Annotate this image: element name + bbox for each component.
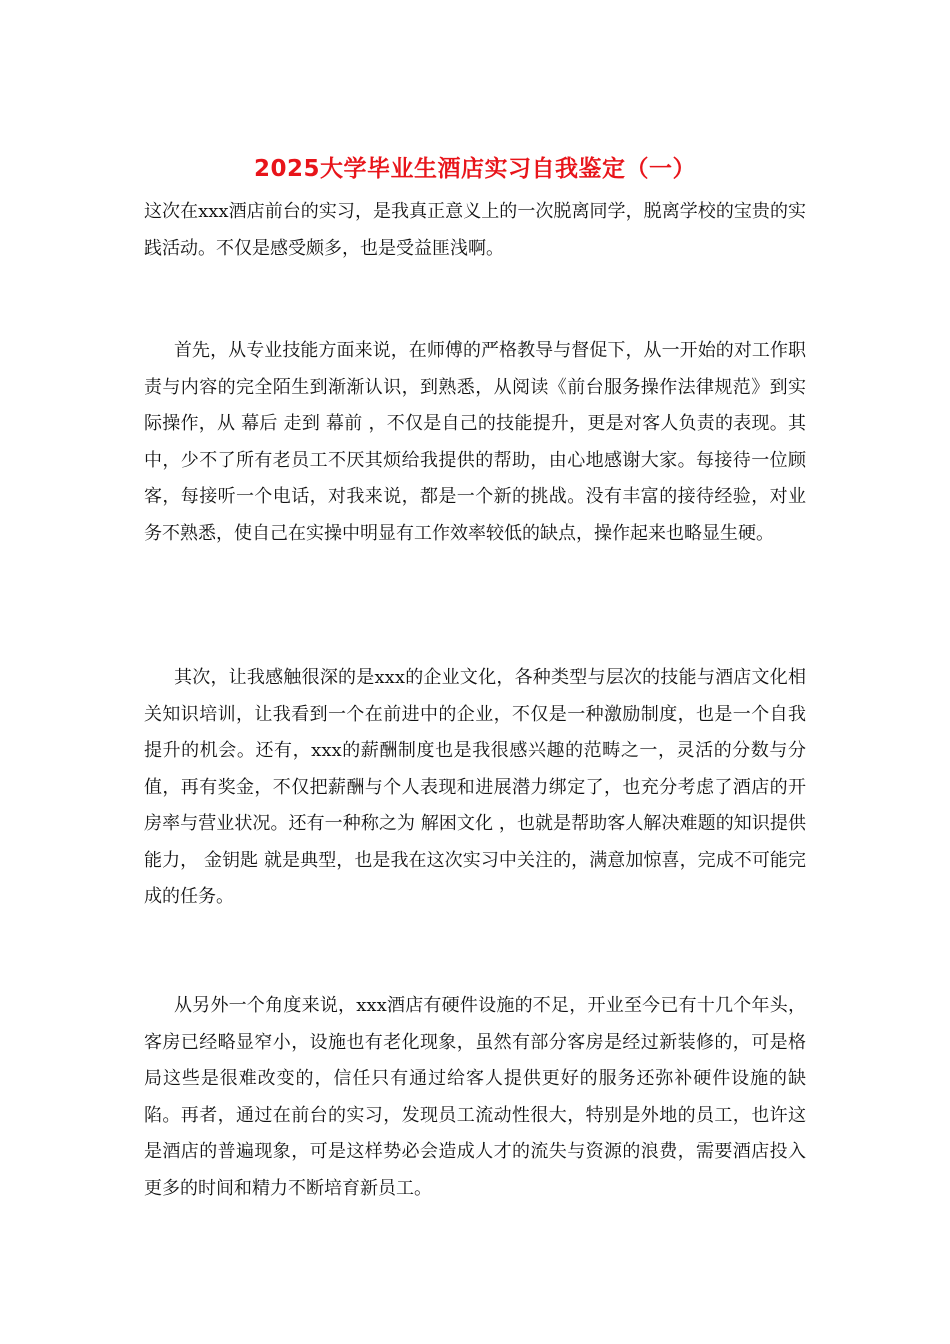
paragraph-facilities: 从另外一个角度来说，xxx酒店有硬件设施的不足，开业至今已有十几个年头，客房已经略显窄小，设施也有老化现象，虽然有部分客房是经过新装修的，可是格局这些是很难改变的，信任只有通过给客人提供更好的服务还弥补硬件设施的缺陷。再者，通过在前台的实习，发现员工流动性很大，特别是外地的员工，也许这是酒店的普遍现象，可是这样势必会造成人才的流失与资源的浪费，需要酒店投入更多的时间和精力不断培育新员工。	[144, 995, 806, 1199]
paragraph-skills: 首先，从专业技能方面来说，在师傅的严格教导与督促下，从一开始的对工作职责与内容的完全陌生到渐渐认识，到熟悉，从阅读《前台服务操作法律规范》到实际操作，从 幕后 走到 幕前 ，不仅是自己的技能提升，更是对客人负责的表现。其中，少不了所有老员工不厌其烦给我提供的帮助，由心地感谢大家。每接待一位顾客，每接听一个电话，对我来说，都是一个新的挑战。没有丰富的接待经验，对业务不熟悉，使自己在实操中明显有工作效率较低的缺点，操作起来也略显生硬。	[144, 340, 806, 544]
paragraph-intro: 这次在xxx酒店前台的实习，是我真正意义上的一次脱离同学，脱离学校的宝贵的实践活动。不仅是感受颇多，也是受益匪浅啊。	[144, 201, 806, 259]
document-title: 2025大学毕业生酒店实习自我鉴定（一）	[253, 156, 696, 182]
paragraph-culture: 其次，让我感触很深的是xxx的企业文化，各种类型与层次的技能与酒店文化相关知识培训，让我看到一个在前进中的企业，不仅是一种激励制度，也是一个自我提升的机会。还有，xxx的薪酬制度也是我很感兴趣的范畴之一，灵活的分数与分值，再有奖金，不仅把薪酬与个人表现和进展潜力绑定了，也充分考虑了酒店的开房率与营业状况。还有一种称之为 解困文化 ，也就是帮助客人解决难题的知识提供能力， 金钥匙 就是典型，也是我在这次实习中关注的，满意加惊喜，完成不可能完成的任务。	[144, 667, 806, 907]
